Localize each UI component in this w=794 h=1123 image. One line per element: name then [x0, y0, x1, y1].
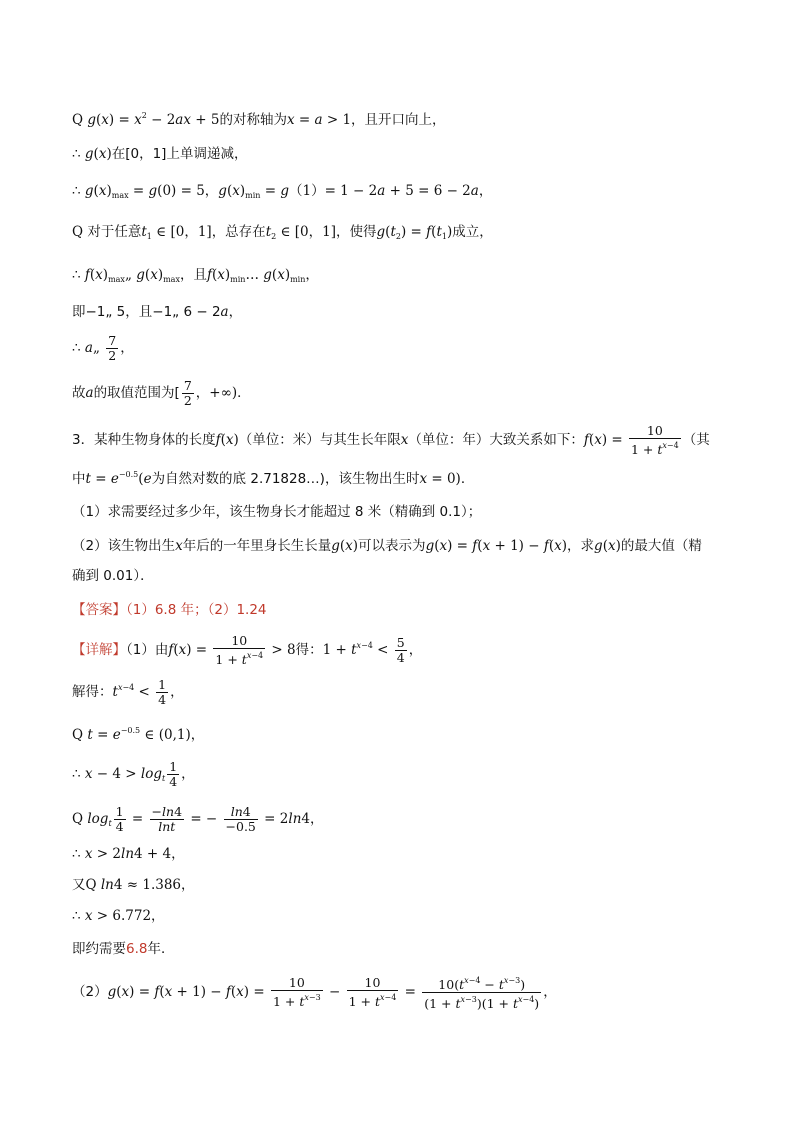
- line-a-bound: ∴ a„ $\frac{7}{2}$ ，: [72, 333, 134, 363]
- detail-line6: ∴ x > 2ln4 + 4，: [72, 846, 185, 862]
- answer-line: [72, 601, 267, 619]
- detail-line10: （2）g(x) = f(x + 1) − f(x) = $\frac{10}{1 + t^{x-3}}$ − $\frac{10}{1 + t^{x-4}}$ = $\frac{10(t^{x-4} - t^{x-3})}{(1 + t^{x-3})(1 + t^{x-4})}$ ，: [72, 975, 557, 1011]
- answer-text: （1）6.8 年；（2）1.24: [126, 602, 267, 618]
- problem-3-part2-line1: （2）该生物出生x年后的一年里身长生长量g(x)可以表示为g(x) = f(x + 1) − f(x)，求g(x)的最大值（精: [72, 538, 702, 554]
- line-decreasing: ∴ g(x)在[0，1]上单调递减，: [72, 146, 248, 162]
- line-range: 故a的取值范围为[ $\frac{7}{2}$ ，+∞)．: [72, 378, 251, 408]
- detail-line5: Q $\log_t$ $\frac{1}{4}$ = $\frac{-\ln 4}{\ln t}$ = − $\frac{\ln 4}{-0.5}$ = 2ln4，: [72, 804, 324, 834]
- detail-line9: 即约需要6.8年．: [72, 941, 175, 957]
- detail-line3: Q $t = e^{-0.5}$ ∈ (0,1)，: [72, 726, 205, 743]
- detail-tag: 【详解】: [72, 642, 126, 658]
- detail-line1: 【详解】（1）由f(x) = $\frac{10}{1 + t^{x-4}}$ > 8得：$1 + t^{x-4}$ < $\frac{5}{4}$ ，: [72, 633, 423, 667]
- detail-line4: ∴ $x - 4 > \log_t$ $\frac{1}{4}$ ，: [72, 759, 195, 789]
- line-extremes: ∴ $g(x)_{max} = g(0) = 5$，$g(x)_{min} = g(1)= 1 - 2a + 5 = 6 - 2a$，: [72, 183, 493, 200]
- line-symmetry: Q $g(x) = x^2 - 2ax + 5$的对称轴为x = a > 1，且开口向上，: [72, 111, 446, 128]
- problem-3-line2: 中$t = e^{-0.5}(e$为自然对数的底 2.71828…)，该生物出生时x = 0)．: [72, 470, 475, 487]
- line-condition: Q 对于任意$t_1$ ∈ [0，1]，总存在$t_2$ ∈ [0，1]，使得$g(t_2) = f(t_1)$成立，: [72, 224, 493, 241]
- problem-3-part1: （1）求需要经过多少年，该生物身长才能超过 8 米（精确到 0.1）；: [72, 504, 482, 520]
- line-inequality: ∴ $f(x)_{max}„$ $g(x)_{max}$，且$f(x)_{min}\dots$ $g(x)_{min}$，: [72, 267, 319, 284]
- detail-line7: 又Q ln4 ≈ 1.386，: [72, 877, 195, 893]
- line-ie: 即−1„ 5，且−1„ 6 − 2a，: [72, 304, 243, 320]
- detail-line2: 解得：$t^{x-4}$ < $\frac{1}{4}$ ，: [72, 677, 184, 707]
- detail-line8: ∴ x > 6.772，: [72, 908, 165, 924]
- problem-3-line1: 3．某种生物身体的长度f(x)（单位：米）与其生长年限x（单位：年）大致关系如下：f(x) = $\frac{10}{1 + t^{x-4}}$ （其: [72, 423, 710, 457]
- answer-tag: 【答案】: [72, 602, 126, 618]
- problem-3-part2-line2: 确到 0.01）．: [72, 568, 154, 584]
